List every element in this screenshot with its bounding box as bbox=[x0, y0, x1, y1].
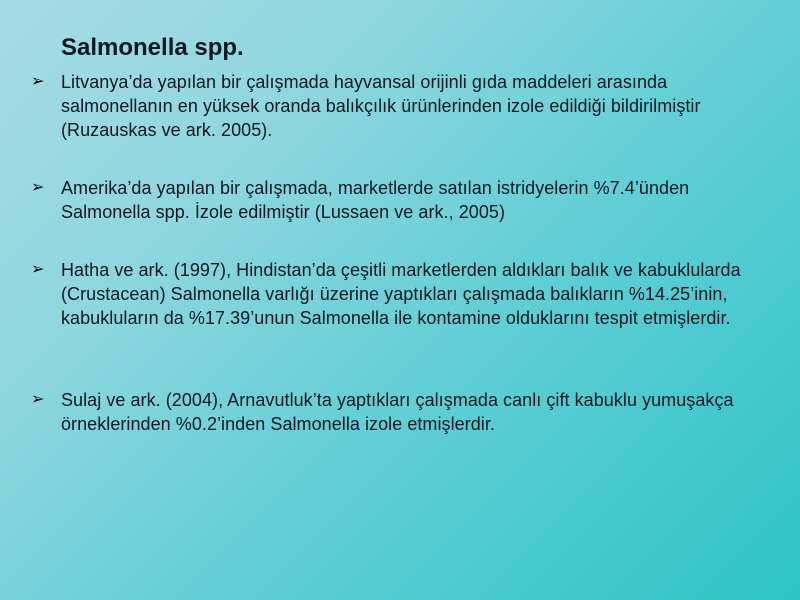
bullet-text: Hatha ve ark. (1997), Hindistan’da çeşitli marketlerden aldıkları balık ve kabuklularda (Crustacean) Salmonella varlığı üzerine yaptıkları çalışmada balıkların %14.25’inin, kabukluların da %17.39’unun Salmonella ile kontamine olduklarını tespit etmişlerdir. bbox=[61, 260, 741, 328]
arrow-bullet-icon: ➢ bbox=[31, 179, 45, 196]
slide-title: Salmonella spp. bbox=[61, 34, 244, 61]
arrow-bullet-icon: ➢ bbox=[31, 391, 45, 408]
bullet-text: Sulaj ve ark. (2004), Arnavutluk’ta yaptıkları çalışmada canlı çift kabuklu yumuşakça örneklerinden %0.2’inden Salmonella izole etmişlerdir. bbox=[61, 390, 734, 434]
bullet-text: Litvanya’da yapılan bir çalışmada hayvansal orijinli gıda maddeleri arasında salmonellanın en yüksek oranda balıkçılık ürünlerinden izole edildiği bildirilmiştir (Ruzauskas ve ark. 2005). bbox=[61, 72, 701, 140]
bullet-item bbox=[30, 388, 780, 436]
bullet-item bbox=[30, 258, 780, 354]
arrow-bullet-icon: ➢ bbox=[31, 73, 45, 90]
bullet-list bbox=[30, 70, 780, 470]
bullet-item bbox=[30, 70, 780, 142]
bullet-item bbox=[30, 176, 780, 224]
bullet-text: Amerika’da yapılan bir çalışmada, marketlerde satılan istridyelerin %7.4’ünden Salmonella spp. İzole edilmiştir (Lussaen ve ark., 2005) bbox=[61, 178, 690, 222]
arrow-bullet-icon: ➢ bbox=[31, 261, 45, 278]
